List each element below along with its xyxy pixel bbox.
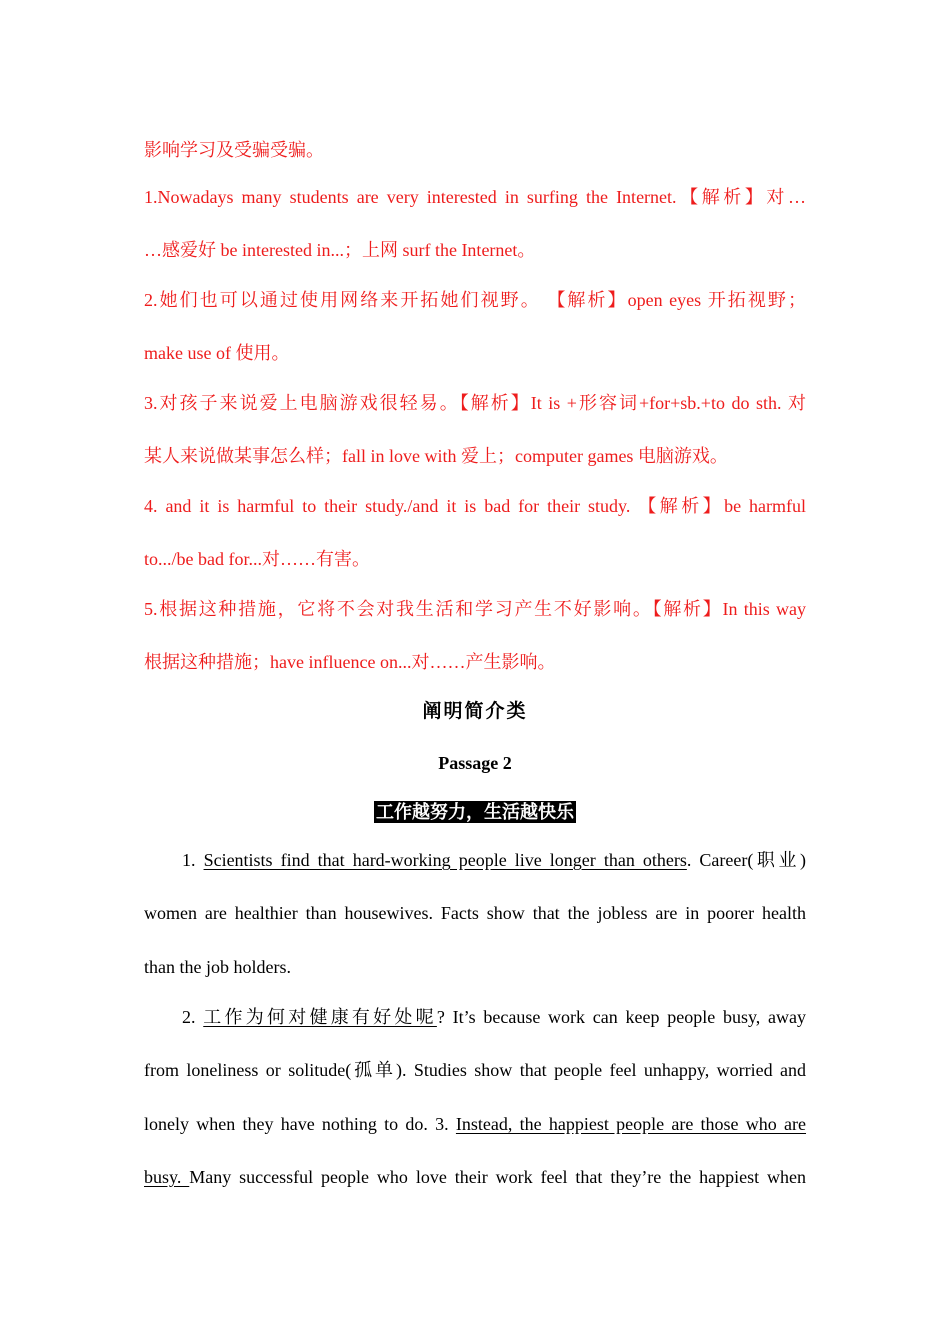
underlined-sentence-1: Scientists find that hard-working people live longer than others: [203, 850, 687, 870]
underlined-sentence-2: 工作为何对健康有好处呢: [203, 1007, 437, 1027]
answer-line-2: …感爱好 be interested in...；上网 surf the Internet。: [144, 240, 536, 260]
paragraph-2-line-1: [182, 1005, 806, 1029]
sentence-number: 1.: [182, 850, 204, 870]
answer-line-1: 1.Nowadays many students are very interested in surfing the Internet.【解析】对…: [144, 187, 806, 207]
answer-line-5: 3.对孩子来说爱上电脑游戏很轻易。【解析】It is +形容词+for+sb.+to do sth. 对: [144, 393, 806, 413]
passage-headline-row: [0, 800, 950, 824]
passage-title: Passage 2: [438, 753, 512, 773]
paragraph-1-line-2: women are healthier than housewives. Facts show that the jobless are in poorer health: [144, 903, 806, 923]
answer-line-3: 2.她们也可以通过使用网络来开拓她们视野。 【解析】open eyes 开拓视野；: [144, 290, 806, 310]
answer-line-10: 根据这种措施；have influence on...对……产生影响。: [144, 652, 556, 672]
paragraph-1-line-1: [182, 848, 806, 872]
answer-line-6: 某人来说做某事怎么样；fall in love with 爱上；computer games 电脑游戏。: [144, 446, 728, 466]
underlined-sentence-3: Instead, the happiest people are those who are: [455, 1114, 807, 1134]
sentence-number: 2.: [182, 1007, 204, 1027]
answer-line-4: make use of 使用。: [144, 343, 290, 363]
text-span: Many successful people who love their work feel that they’re the happiest when: [189, 1167, 806, 1187]
underlined-sentence-3-end: busy.: [144, 1167, 190, 1187]
answer-line-7: 4. and it is harmful to their study./and it is bad for their study. 【解析】be harmful: [144, 496, 806, 516]
text-span: lonely when they have nothing to do. 3.: [144, 1114, 456, 1134]
answer-line-8: to.../be bad for...对……有害。: [144, 549, 370, 569]
answer-line-9: 5.根据这种措施，它将不会对我生活和学习产生不好影响。【解析】In this way: [144, 599, 806, 619]
paragraph-2-line-4: [144, 1165, 806, 1189]
text-span: . Career(职业): [686, 850, 807, 870]
category-heading: 阐明简介类: [422, 701, 528, 722]
answer-line-0: 影响学习及受骗受骗。: [144, 140, 324, 160]
text-span: ? It’s because work can keep people busy, away: [436, 1007, 807, 1027]
paragraph-2-line-2: from loneliness or solitude(孤单). Studies show that people feel unhappy, worried and: [144, 1060, 806, 1080]
passage-headline: 工作越努力，生活越快乐: [376, 802, 574, 822]
paragraph-1-line-3: than the job holders.: [144, 957, 291, 977]
paragraph-2-line-3: [144, 1112, 806, 1136]
